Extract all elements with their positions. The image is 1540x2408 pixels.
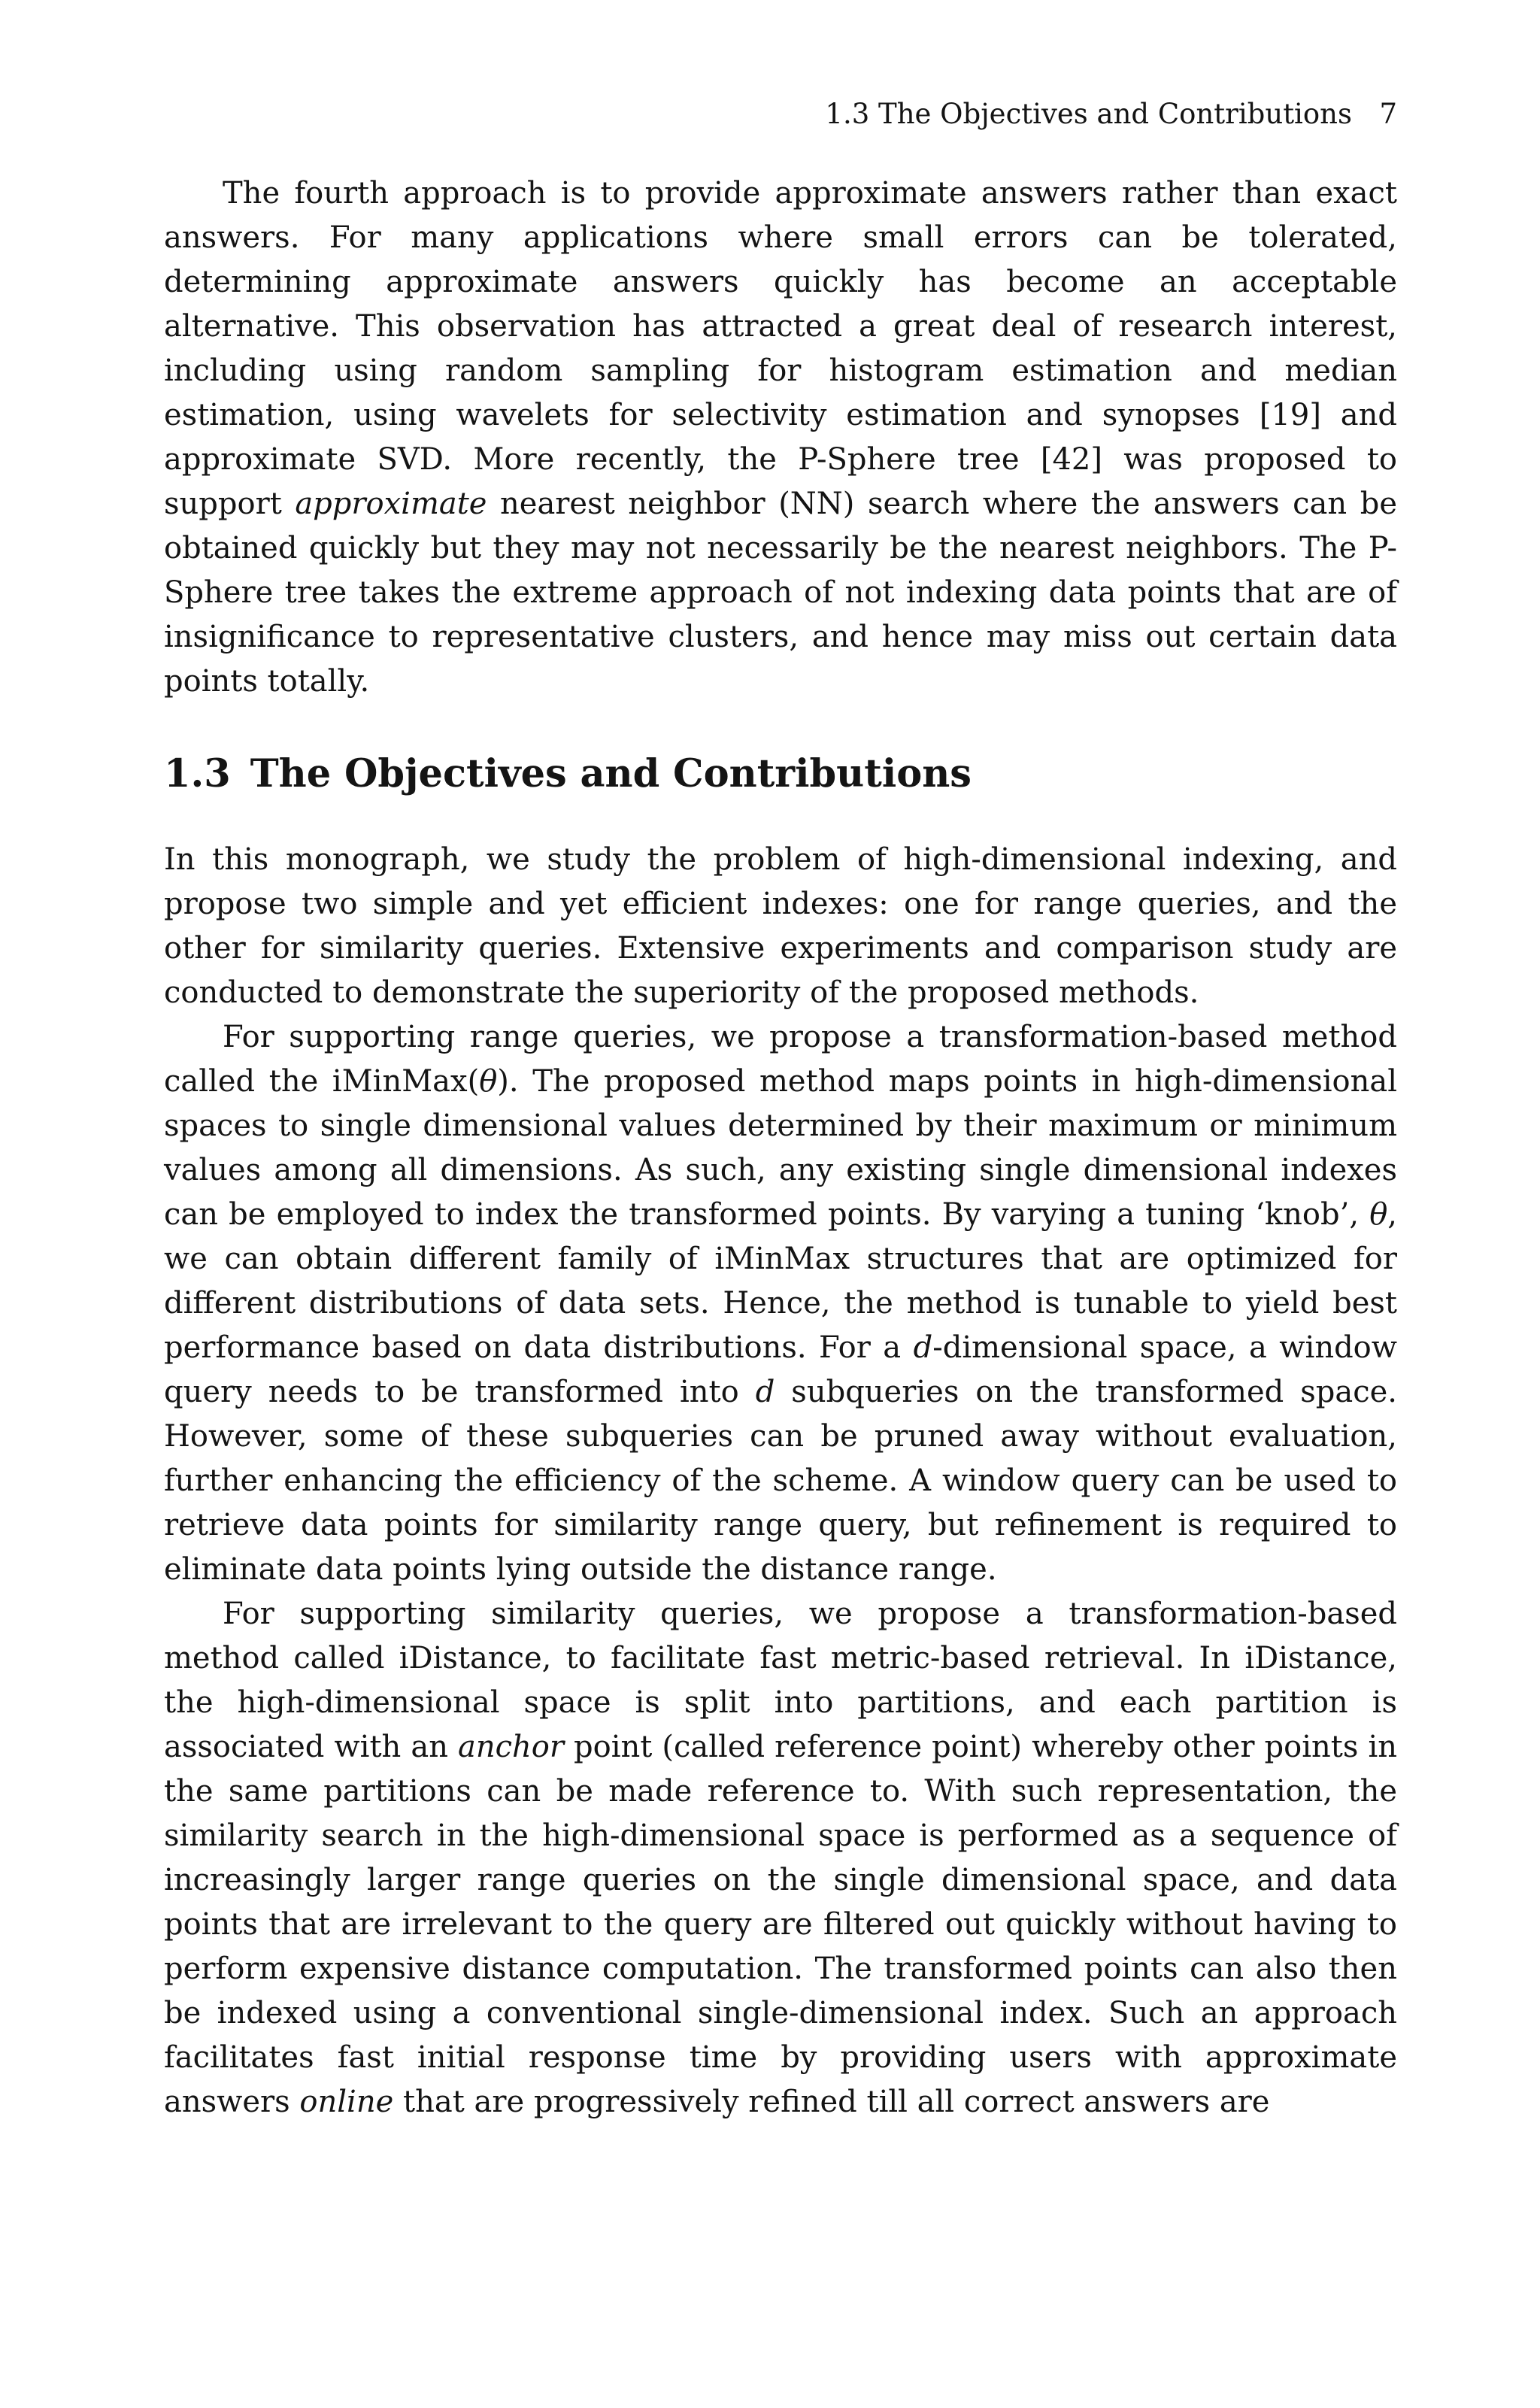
section-heading bbox=[164, 748, 1397, 800]
paragraph-range-queries bbox=[164, 1015, 1397, 1592]
page-number: 7 bbox=[1379, 98, 1397, 130]
emphasis-online: online bbox=[299, 2085, 394, 2119]
paragraph-similarity-queries bbox=[164, 1592, 1397, 2124]
p2-text-part1: For supporting range queries, we propose a transformation-based method called the iMinMax( bbox=[164, 1020, 1397, 1099]
p2-text-part2: ). The proposed method maps points in high-dimensional spaces to single dimensional values determined by their maximum or minimum values among all dimensions. As such, any existing single dimensional indexes can be employed to index the transformed points. By varying a tuning ‘knob’, bbox=[164, 1064, 1397, 1232]
paragraph-fourth-approach bbox=[164, 171, 1397, 704]
emphasis-anchor: anchor bbox=[458, 1730, 564, 1764]
emphasis-approximate: approximate bbox=[295, 487, 487, 521]
p3-text-part3: that are progressively refined till all correct answers are bbox=[393, 2085, 1270, 2119]
theta-symbol: θ bbox=[479, 1064, 498, 1099]
section-title: The Objectives and Contributions bbox=[250, 751, 972, 796]
section-body bbox=[164, 838, 1397, 2124]
d-symbol: d bbox=[755, 1375, 775, 1409]
d-symbol: d bbox=[913, 1330, 933, 1365]
p3-text-part2: point (called reference point) whereby other points in the same partitions can be made reference to. With such representation, the similarity search in the high-dimensional space is performed as a sequence of increasingly larger range queries on the single dimensional space, and data points that are irrelevant to the query are filtered out quickly without having to perform expensive distance computation. The transformed points can also then be indexed using a conventional single-dimensional index. Such an approach facilitates fast initial response time by providing users with approximate answers bbox=[164, 1730, 1397, 2119]
intro-text-part1: The fourth approach is to provide approximate answers rather than exact answers. For many applications where small errors can be tolerated, determining approximate answers quickly has become an acceptable alternative. This observation has attracted a great deal of research interest, including using random sampling for histogram estimation and median estimation, using wavelets for selectivity estimation and synopses [19] and approximate SVD. More recently, the P-Sphere tree [42] was proposed to support bbox=[164, 176, 1397, 521]
paragraph-monograph-overview: In this monograph, we study the problem of high-dimensional indexing, and propose two simple and yet efficient indexes: one for range queries, and the other for similarity queries. Extensive experiments and comparison study are conducted to demonstrate the superiority of the proposed methods. bbox=[164, 842, 1397, 1010]
running-head-section: 1.3 The Objectives and Contributions bbox=[825, 98, 1352, 130]
intro-text-part2: nearest neighbor (NN) search where the answers can be obtained quickly but they may not necessarily be the nearest neighbors. The P-Sphere tree takes the extreme approach of not indexing data points that are of insignificance to representative clusters, and hence may miss out certain data points totally. bbox=[164, 487, 1397, 699]
p2-text-part4: -dimensional space, a window query needs to be transformed into bbox=[164, 1330, 1398, 1409]
running-head bbox=[164, 93, 1397, 135]
section-number: 1.3 bbox=[164, 751, 231, 796]
intro-text-block bbox=[164, 171, 1397, 704]
p3-text-part1: For supporting similarity queries, we propose a transformation-based method called iDistance, to facilitate fast metric-based retrieval. In iDistance, the high-dimensional space is split into partitions, and each partition is associated with an bbox=[164, 1597, 1397, 1764]
p2-text-part3: , we can obtain different family of iMinMax structures that are optimized for different distributions of data sets. Hence, the method is tunable to yield best performance based on data distributions. For a bbox=[164, 1197, 1397, 1365]
p2-text-part5: subqueries on the transformed space. However, some of these subqueries can be pruned away without evaluation, further enhancing the efficiency of the scheme. A window query can be used to retrieve data points for similarity range query, but refinement is required to eliminate data points lying outside the distance range. bbox=[164, 1375, 1397, 1587]
theta-symbol: θ bbox=[1369, 1197, 1388, 1232]
